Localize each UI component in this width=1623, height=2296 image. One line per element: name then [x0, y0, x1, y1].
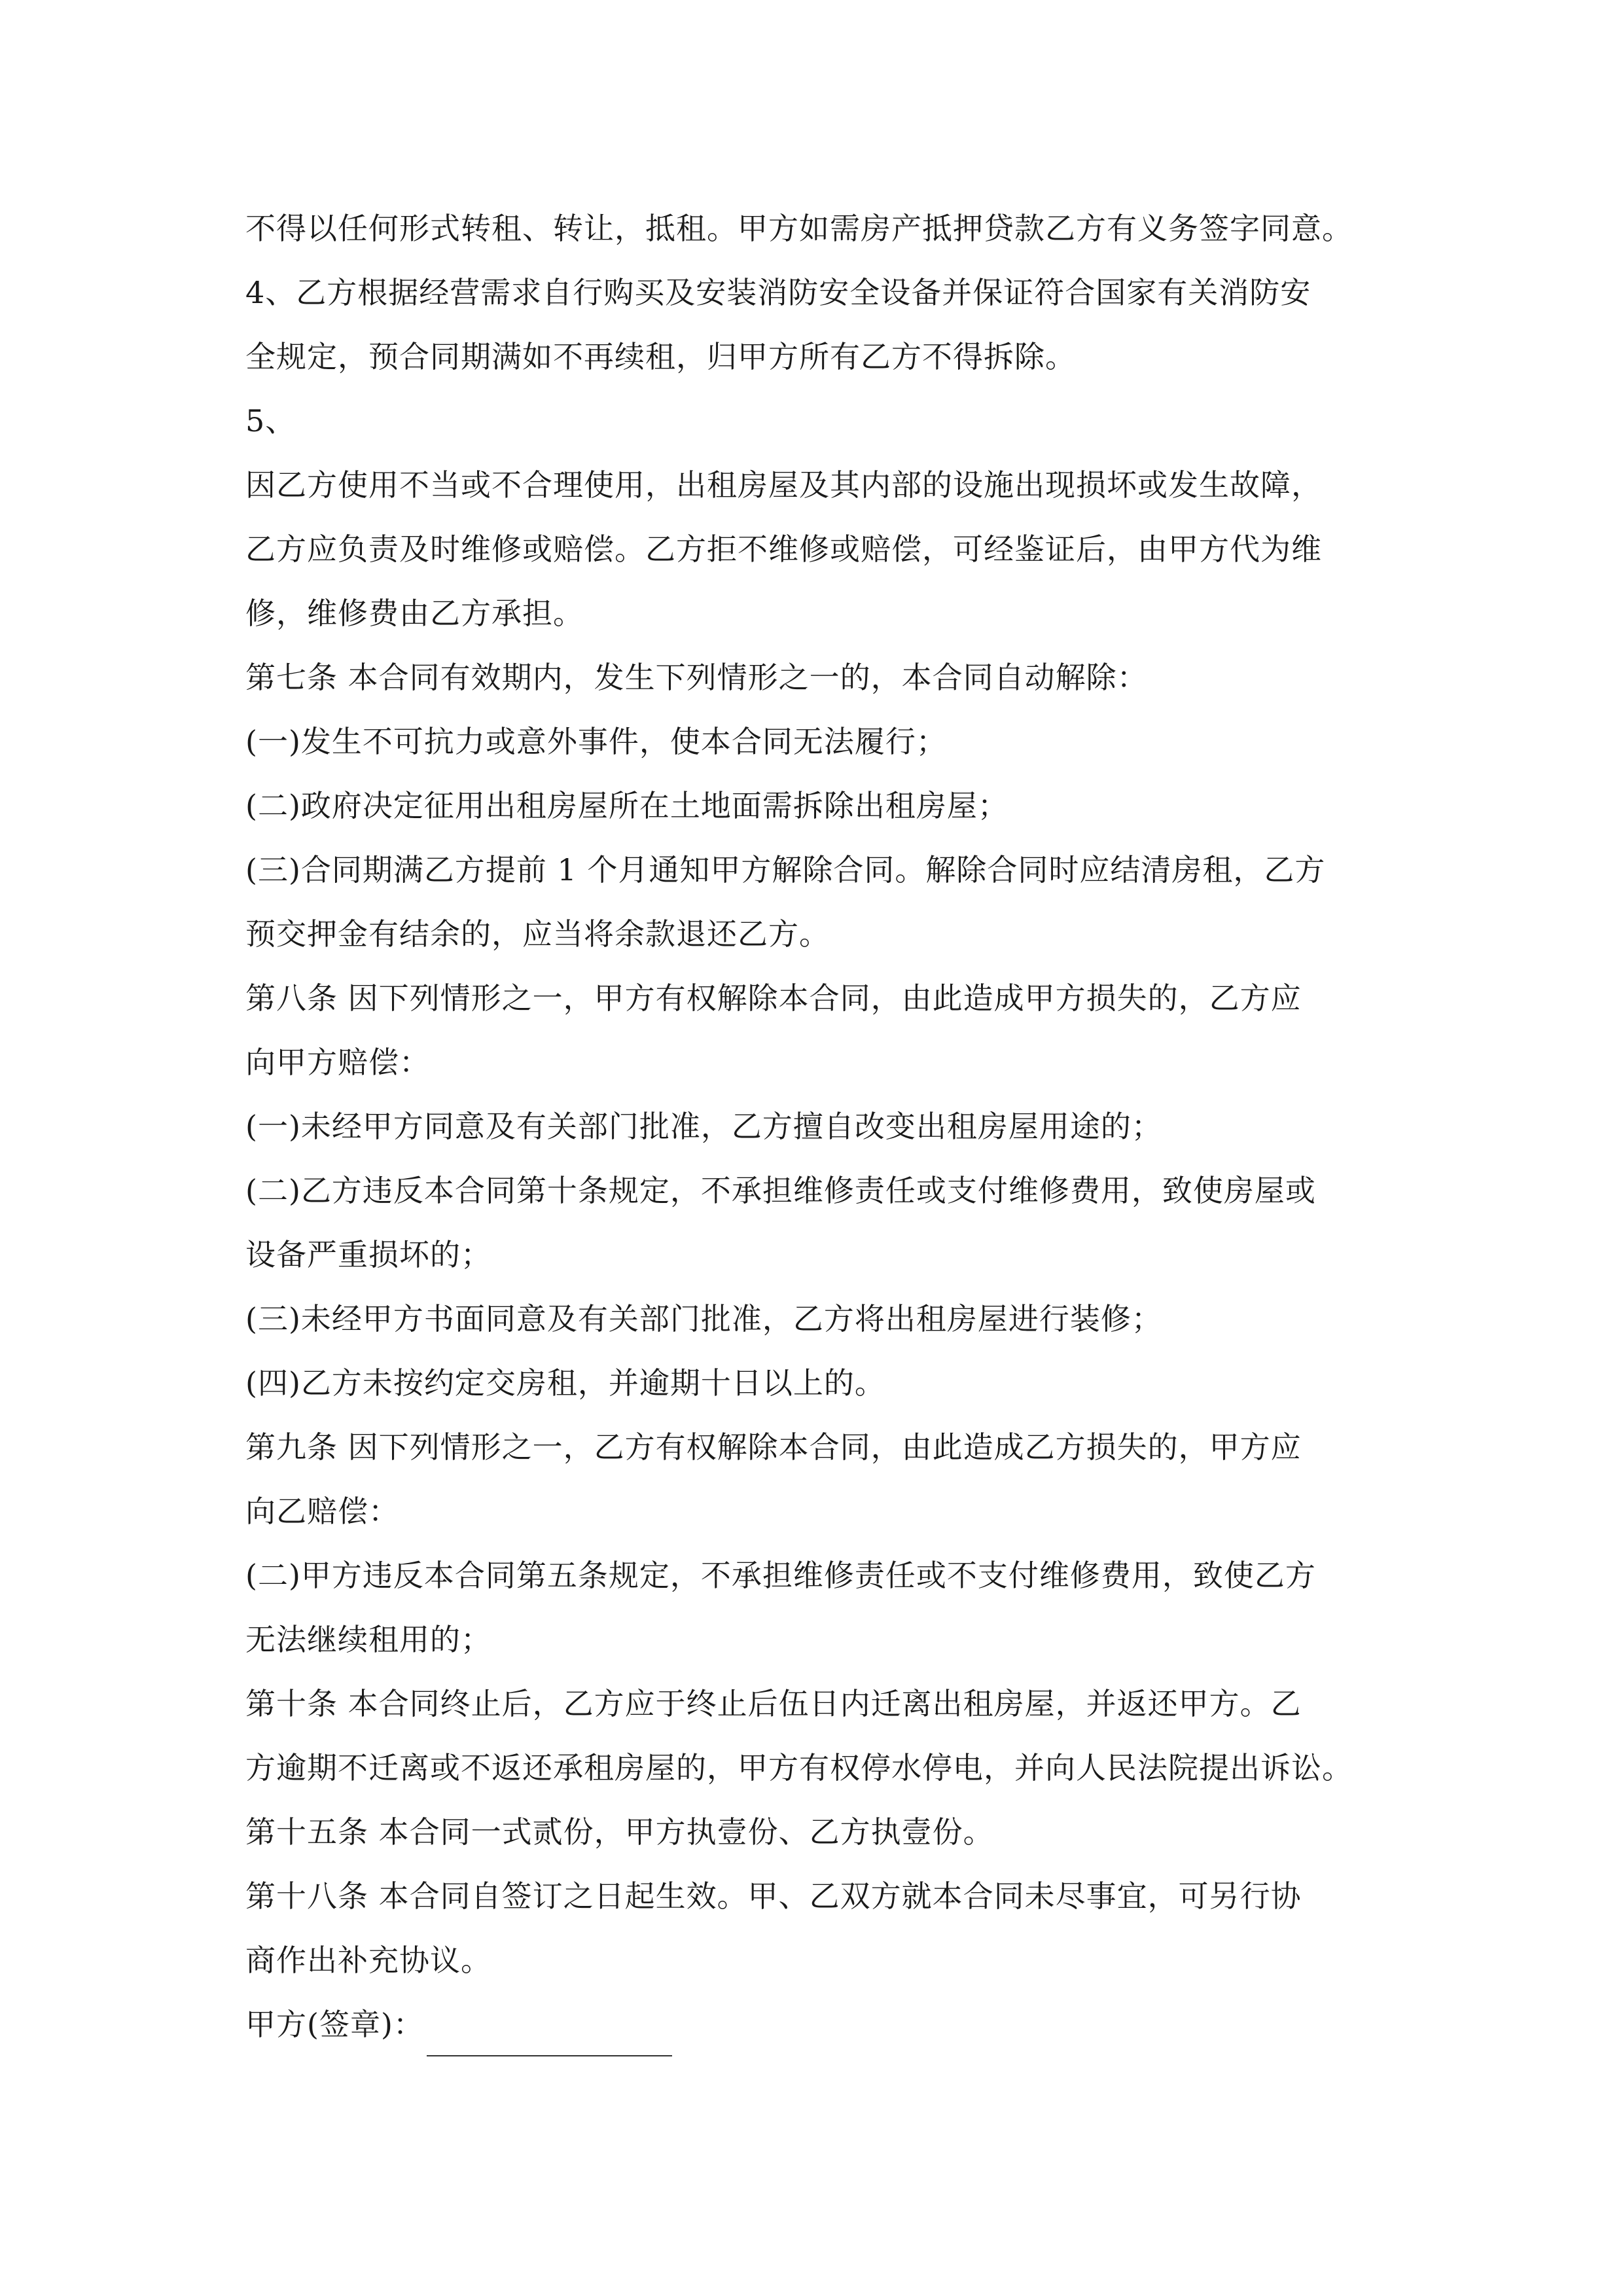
- article-7-heading: 第七条 本合同有效期内，发生下列情形之一的，本合同自动解除：: [245, 660, 1148, 695]
- article-8-heading: 第八条 因下列情形之一，甲方有权解除本合同，由此造成甲方损失的，乙方应: [245, 980, 1302, 1016]
- contract-body: [245, 196, 1397, 2056]
- text-line: 乙方应负责及时维修或赔偿。乙方拒不维修或赔偿，可经鉴证后，由甲方代为维: [245, 531, 1322, 567]
- signature-blank-line[interactable]: [427, 2016, 672, 2056]
- article-10-heading: 第十条 本合同终止后，乙方应于终止后伍日内迁离出租房屋，并返还甲方。乙: [245, 1686, 1302, 1721]
- signature-row: [245, 1992, 1397, 2056]
- article-18-heading: 第十八条 本合同自签订之日起生效。甲、乙双方就本合同未尽事宜，可另行协: [245, 1878, 1302, 1914]
- text-line: 因乙方使用不当或不合理使用，出租房屋及其内部的设施出现损坏或发生故障，: [245, 467, 1322, 503]
- text-line: 预交押金有结余的，应当将余款退还乙方。: [245, 916, 830, 952]
- text-line: 向乙赔偿：: [245, 1494, 399, 1529]
- text-line: 不得以任何形式转租、转让，抵租。甲方如需房产抵押贷款乙方有义务签字同意。: [245, 211, 1353, 246]
- text-line: 商作出补充协议。: [245, 1943, 491, 1978]
- article-15-heading: 第十五条 本合同一式贰份，甲方执壹份、乙方执壹份。: [245, 1814, 994, 1850]
- text-line: (二)甲方违反本合同第五条规定，不承担维修责任或不支付维修费用，致使乙方: [245, 1558, 1316, 1593]
- text-line: 设备严重损坏的；: [245, 1237, 491, 1272]
- text-line: (一)未经甲方同意及有关部门批准，乙方擅自改变出租房屋用途的；: [245, 1109, 1162, 1144]
- text-line: 全规定，预合同期满如不再续租，归甲方所有乙方不得拆除。: [245, 339, 1076, 374]
- text-line: 4、乙方根据经营需求自行购买及安装消防安全设备并保证符合国家有关消防安: [245, 275, 1311, 310]
- text-line: 无法继续租用的；: [245, 1622, 491, 1657]
- text-line: (二)乙方违反本合同第十条规定，不承担维修责任或支付维修费用，致使房屋或: [245, 1173, 1316, 1208]
- text-line: 方逾期不迁离或不返还承租房屋的，甲方有权停水停电，并向人民法院提出诉讼。: [245, 1750, 1353, 1785]
- text-line: (三)未经甲方书面同意及有关部门批准，乙方将出租房屋进行装修；: [245, 1301, 1162, 1336]
- text-line: 5、: [245, 403, 296, 439]
- text-line: 向甲方赔偿：: [245, 1045, 430, 1080]
- text-line: (二)政府决定征用出租房屋所在土地面需拆除出租房屋；: [245, 788, 1008, 823]
- text-line: 修，维修费由乙方承担。: [245, 596, 584, 631]
- text-line: (四)乙方未按约定交房租，并逾期十日以上的。: [245, 1365, 885, 1401]
- text-line: (三)合同期满乙方提前 1 个月通知甲方解除合同。解除合同时应结清房租，乙方: [245, 852, 1326, 888]
- article-9-heading: 第九条 因下列情形之一，乙方有权解除本合同，由此造成乙方损失的，甲方应: [245, 1429, 1302, 1465]
- text-line: (一)发生不可抗力或意外事件，使本合同无法履行；: [245, 724, 947, 759]
- signature-label: 甲方(签章)：: [245, 2007, 424, 2042]
